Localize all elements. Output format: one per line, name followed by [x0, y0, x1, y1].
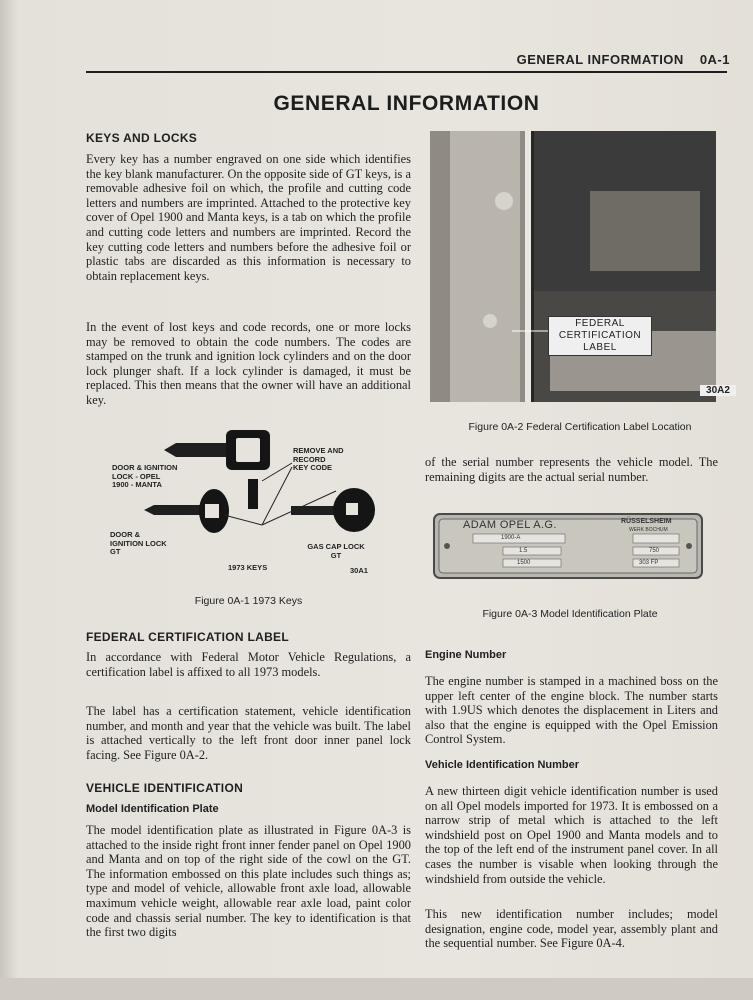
plate-code-3: 1500 [517, 560, 531, 566]
figure-plate-caption: Figure 0A-3 Model Identification Plate [482, 608, 658, 620]
header-rule [86, 71, 727, 73]
model-plate-subheading: Model Identification Plate [86, 803, 219, 815]
federal-paragraph-2: The label has a certification statement, vehicle identification number, and month and year that the vehicle was built. The label is attached vertically to the left front door inner panel lock facing. See Figure 0A-2. [86, 704, 411, 762]
serial-continuation-paragraph: of the serial number represents the vehicle model. The remaining digits are the actual serial number. [425, 455, 718, 484]
photo-federal-label-callout: FEDERAL CERTIFICATION LABEL [548, 316, 652, 356]
label-opel-lock: DOOR & IGNITION LOCK - OPEL 1900 - MANTA [112, 463, 178, 490]
plate-model: 1900-A [501, 535, 521, 541]
engine-number-paragraph: The engine number is stamped in a machined boss on the upper left center of the engine block. The number starts with 1.9US which denotes the displacement in Liters and also that the engine is equipped with the Opel Emission Control System. [425, 674, 718, 747]
keys-paragraph-2: In the event of lost keys and code records, one or more locks may be removed to obtain the code numbers. The codes are stamped on the trunk and ignition lock cylinders and on the door lock plunger shaft. If a lock cylinder is damaged, it must be replaced. This then means that the owner will have an additional key. [86, 320, 411, 407]
running-header [440, 52, 730, 67]
page-bottom-edge [0, 978, 753, 1000]
label-gt-lock: DOOR & IGNITION LOCK GT [110, 530, 167, 557]
plate-city: RÜSSELSHEIM [621, 518, 672, 525]
vin-paragraph-2: This new identification number includes; model designation, engine code, model year, assembly plant and the sequential number. See Figure 0A-4. [425, 907, 718, 951]
plate-plant: WERK BOCHUM [629, 527, 668, 533]
federal-heading: FEDERAL CERTIFICATION LABEL [86, 630, 289, 644]
keys-and-locks-heading: KEYS AND LOCKS [86, 131, 198, 145]
vehicle-id-heading: VEHICLE IDENTIFICATION [86, 781, 244, 795]
page-number: 0A-1 [699, 52, 730, 67]
model-identification-plate [433, 513, 703, 579]
plate-code-1: 1.5 [519, 548, 528, 554]
vehicle-id-paragraph: The model identification plate as illustrated in Figure 0A-3 is attached to the inside right front inner fender panel on Opel 1900 and Manta and on top of the right side of the cowl on the GT. The information embossed on this plate includes such things as; type and model of vehicle, allowable front axle load, allowable maximum vehicle weight, allowable rear axle load, paint color code and chassis serial number. The key to identification is that the first two digits [86, 823, 411, 940]
label-1973-keys: 1973 KEYS [228, 563, 268, 572]
label-gascap-lock: GAS CAP LOCK GT [307, 542, 365, 560]
plate-code-2: 750 [649, 548, 660, 554]
page-title: GENERAL INFORMATION [273, 92, 540, 115]
figure-photo-caption: Figure 0A-2 Federal Certification Label Location [468, 421, 692, 433]
gascap-key-icon [291, 488, 375, 532]
vin-heading: Vehicle Identification Number [425, 759, 580, 771]
plate-code-4: 303 FP [639, 560, 659, 566]
figure-keys-code: 30A1 [350, 566, 368, 575]
plate-brand: ADAM OPEL A.G. [463, 519, 557, 531]
vin-paragraph-1: A new thirteen digit vehicle identification number is used on all Opel models imported for 1973. It is embossed on a narrow strip of metal which is attached to the left windshield post on Opel 1900 and Manta models and to the top of the left end of the instrument panel cover. In all cases the number is visable when looking through the windshield from outside the vehicle. [425, 784, 718, 886]
code-tag-icon [248, 479, 258, 509]
figure-photo-code: 30A2 [700, 385, 736, 396]
engine-number-heading: Engine Number [425, 649, 507, 661]
figure-keys-caption: Figure 0A-1 1973 Keys [194, 595, 303, 607]
federal-paragraph-1: In accordance with Federal Motor Vehicle Regulations, a certification label is affixed to all 1973 models. [86, 650, 411, 679]
federal-label-photo [430, 131, 716, 402]
gt-key-icon [144, 489, 229, 533]
label-remove-code: REMOVE AND RECORD KEY CODE [293, 446, 344, 473]
running-header-section: GENERAL INFORMATION [516, 52, 684, 67]
keys-paragraph-1: Every key has a number engraved on one side which identifies the key blank manufacturer. On the opposite side of GT keys, is a removable adhesive foil on which, the profile and cutting code letters and numbers are imprinted. Attached to the protective key cover of Opel 1900 and Manta keys, is a tab on which the profile and cutting code letters and numbers are imprinted. Record the key cutting code letters and numbers before the adhesive foil or plastic tabs are discarded as this information is necessary to obtain replacement keys. [86, 152, 411, 283]
